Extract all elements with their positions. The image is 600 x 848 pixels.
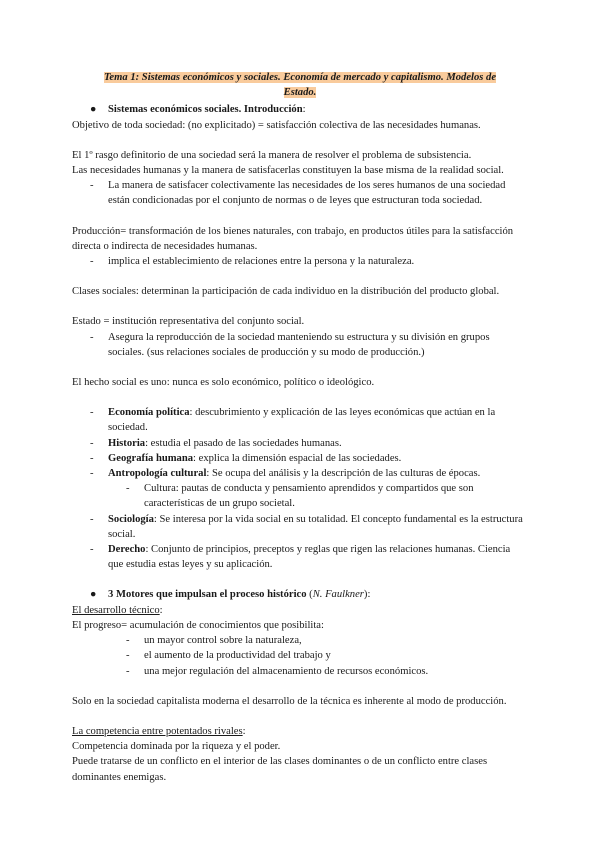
document-title — [72, 70, 528, 100]
estado-text: Estado = institución representativa del conjunto social. — [72, 316, 305, 328]
list-item: - el aumento de la productividad del trabajo y — [126, 650, 331, 662]
hecho-text: El hecho social es uno: nunca es solo económico, político o ideológico. — [72, 377, 375, 389]
disciplina-item: - Sociología: Se interesa por la vida social en su totalidad. El concepto fundamental es la estructura social. — [90, 513, 523, 540]
title-line-1: Tema 1: Sistemas económicos y sociales. Economía de mercado y capitalismo. Modelos de — [103, 72, 497, 83]
disciplina-item: - Geografía humana: explica la dimensión espacial de las sociedades. — [90, 452, 402, 464]
progreso-text: El progreso= acumulación de conocimientos que posibilita: — [72, 619, 324, 631]
disciplina-name: Economía política — [108, 407, 190, 419]
disciplina-name: Geografía humana — [108, 452, 194, 464]
competencia-heading: La competencia entre potentados rivales: — [72, 725, 246, 737]
estado-subitem: Asegura la reproducción de la sociedad manteniendo su estructura y su división en grupos sociales. (sus relaciones sociales de producción y su modo de producción.) — [108, 331, 490, 358]
solo-text: Solo en la sociedad capitalista moderna el desarrollo de la técnica es inherente al modo de producción. — [72, 695, 507, 707]
author-name: N. Faulkner — [312, 589, 364, 601]
cultura-subitem: - Cultura: pautas de conducta y pensamiento aprendidos y compartidos que son características de un grupo societal. — [126, 483, 474, 510]
objetivo-text: Objetivo de toda sociedad: (no explicitado) = satisfacción colectiva de las necesidades humanas. — [72, 119, 481, 131]
disciplina-name: Derecho — [108, 544, 146, 556]
section-1-title: Sistemas económicos sociales. Introducción — [108, 104, 303, 116]
conflicto-text: Puede tratarse de un conflicto en el interior de las clases dominantes o de un conflicto entre clases dominantes enemigas. — [72, 756, 488, 783]
section-1-heading: ● Sistemas económicos sociales. Introducción: — [72, 102, 528, 117]
list-item: - un mayor control sobre la naturaleza, — [126, 635, 302, 647]
disciplina-name: Sociología — [108, 513, 154, 525]
bullet-icon: ● — [90, 104, 97, 116]
list-item: - La manera de satisfacer colectivamente las necesidades de los seres humanos de una sociedad están condicionadas por el conjunto de normas o de leyes que estructuran toda sociedad. — [72, 178, 528, 208]
competencia-text: Competencia dominada por la riqueza y el poder. — [72, 741, 281, 753]
disciplina-item: - Antropología cultural: Se ocupa del análisis y la descripción de las culturas de épocas. — [90, 468, 481, 480]
disciplina-name: Historia — [108, 437, 146, 449]
title-line-2: Estado. — [283, 87, 317, 99]
disciplina-item: - Economía política: descubrimiento y explicación de las leyes económicas que actúan en la sociedad. — [90, 407, 496, 434]
bullet-icon: ● — [90, 589, 97, 601]
section-2-heading: ● 3 Motores que impulsan el proceso histórico (N. Faulkner): — [72, 587, 528, 602]
necesidades-subitem: La manera de satisfacer colectivamente las necesidades de los seres humanos de una sociedad están condicionadas por el conjunto de normas o de leyes que estructuran toda sociedad. — [108, 180, 506, 207]
rasgo-text: El 1º rasgo definitorio de una sociedad será la manera de resolver el problema de subsistencia. — [72, 149, 472, 161]
desarrollo-heading: El desarrollo técnico: — [72, 604, 163, 616]
list-item: - implica el establecimiento de relaciones entre la persona y la naturaleza. — [72, 254, 528, 269]
list-item: - Asegura la reproducción de la sociedad manteniendo su estructura y su división en grupos sociales. (sus relaciones sociales de producción y su modo de producción.) — [72, 330, 528, 360]
disciplina-item: - Derecho: Conjunto de principios, preceptos y reglas que rigen las relaciones humanas. Ciencia que estudia estas leyes y su aplicación. — [90, 544, 511, 571]
disciplina-name: Antropología cultural — [108, 468, 207, 480]
produccion-text: Producción= transformación de los bienes naturales, con trabajo, en productos útiles para la satisfacción directa o indirecta de necesidades humanas. — [72, 225, 514, 252]
clases-text: Clases sociales: determinan la participación de cada individuo en la distribución del producto global. — [72, 286, 500, 298]
produccion-subitem: implica el establecimiento de relaciones entre la persona y la naturaleza. — [108, 256, 415, 268]
necesidades-text: Las necesidades humanas y la manera de satisfacerlas constituyen la base misma de la realidad social. — [72, 165, 504, 177]
disciplina-item: - Historia: estudia el pasado de las sociedades humanas. — [90, 437, 342, 449]
list-item: - una mejor regulación del almacenamiento de recursos económicos. — [126, 665, 429, 677]
section-2-title: 3 Motores que impulsan el proceso histórico — [108, 589, 307, 601]
